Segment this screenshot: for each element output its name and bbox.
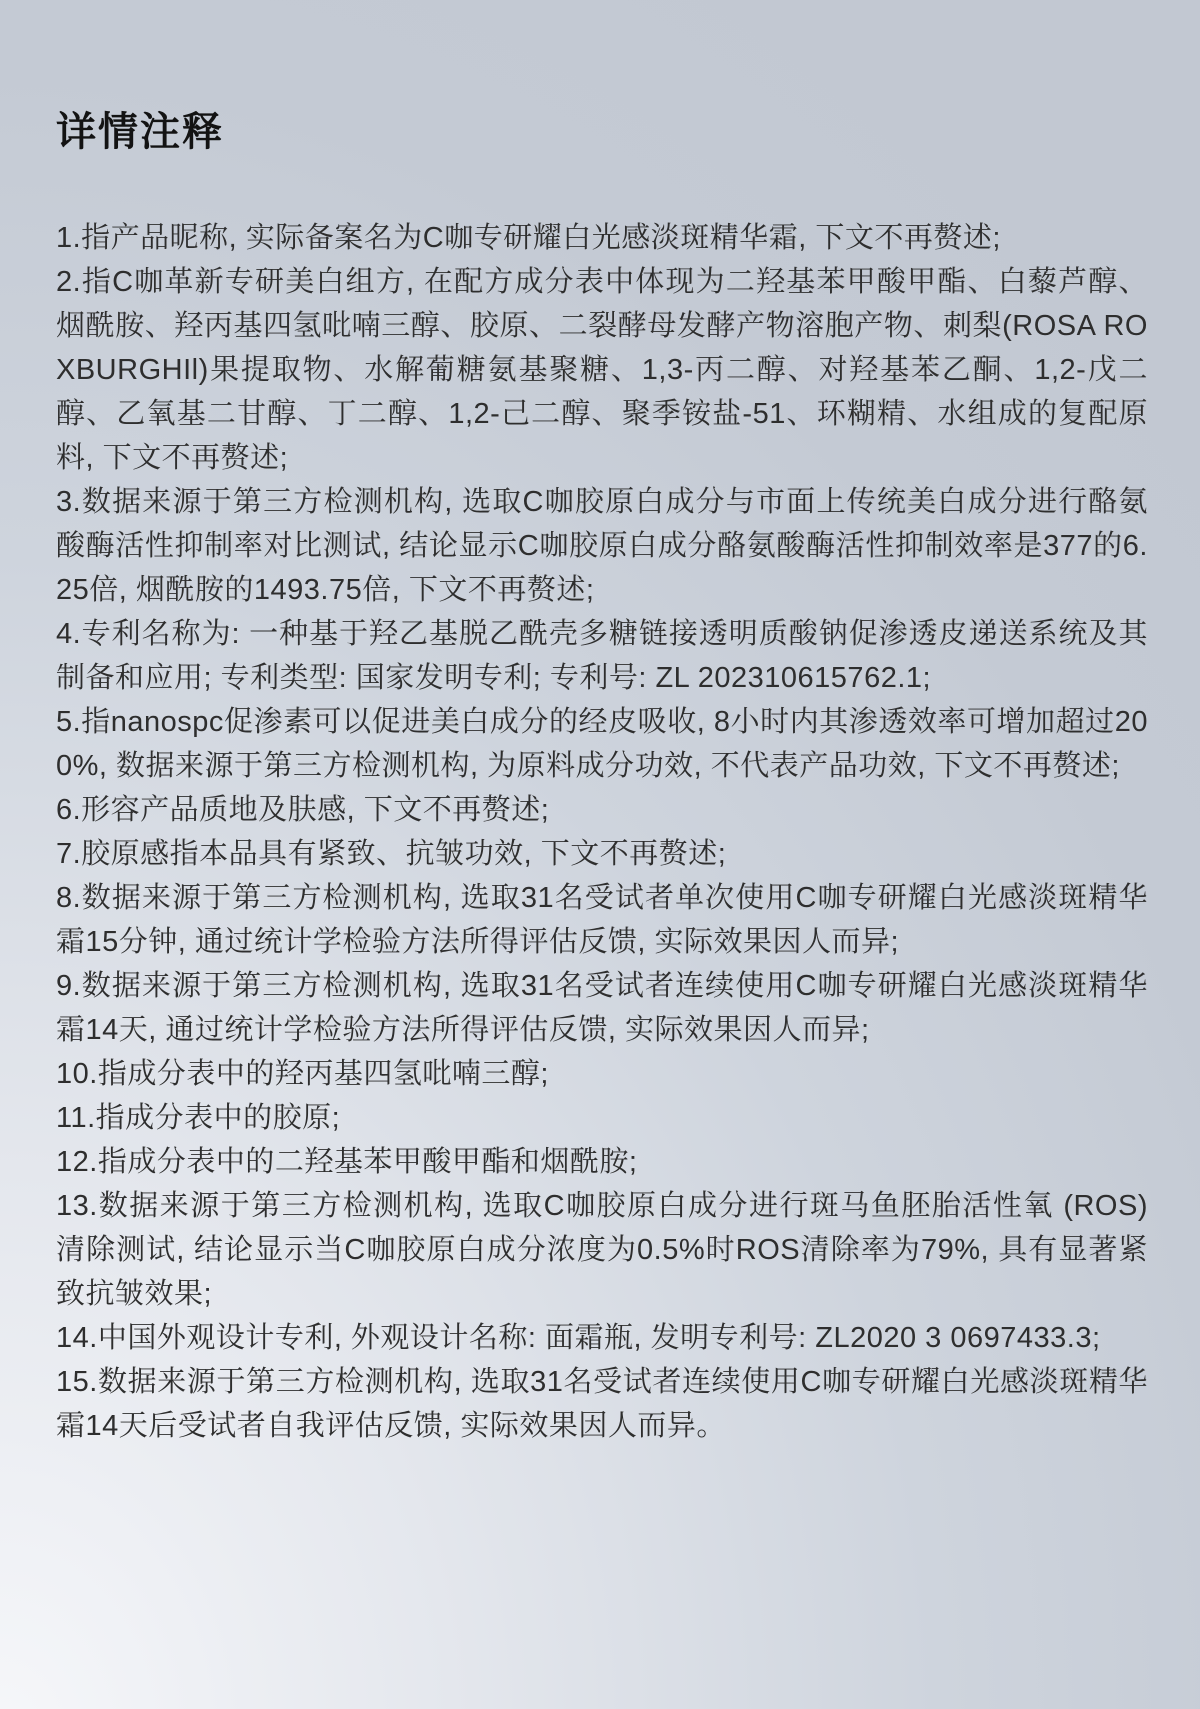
note-item-13: 13.数据来源于第三方检测机构, 选取C咖胶原白成分进行斑马鱼胚胎活性氧 (ROS) 清除测试, 结论显示当C咖胶原白成分浓度为0.5%时ROS清除率为79%, 具有显著紧致抗皱效果; — [56, 1190, 1148, 1310]
notes-list — [56, 216, 1148, 1448]
note-item-1: 1.指产品昵称, 实际备案名为C咖专研耀白光感淡斑精华霜, 下文不再赘述; — [56, 222, 1001, 254]
note-item-6: 6.形容产品质地及肤感, 下文不再赘述; — [56, 794, 550, 826]
note-item-9: 9.数据来源于第三方检测机构, 选取31名受试者连续使用C咖专研耀白光感淡斑精华霜14天, 通过统计学检验方法所得评估反馈, 实际效果因人而异; — [56, 970, 1148, 1046]
note-item-8: 8.数据来源于第三方检测机构, 选取31名受试者单次使用C咖专研耀白光感淡斑精华霜15分钟, 通过统计学检验方法所得评估反馈, 实际效果因人而异; — [56, 882, 1148, 958]
note-item-12: 12.指成分表中的二羟基苯甲酸甲酯和烟酰胺; — [56, 1146, 638, 1178]
note-item-5: 5.指nanospc促渗素可以促进美白成分的经皮吸收, 8小时内其渗透效率可增加超过200%, 数据来源于第三方检测机构, 为原料成分功效, 不代表产品功效, 下文不再赘述; — [56, 706, 1148, 782]
note-item-7: 7.胶原感指本品具有紧致、抗皱功效, 下文不再赘述; — [56, 838, 727, 870]
note-item-11: 11.指成分表中的胶原; — [56, 1102, 341, 1134]
note-item-3: 3.数据来源于第三方检测机构, 选取C咖胶原白成分与市面上传统美白成分进行酪氨酸酶活性抑制率对比测试, 结论显示C咖胶原白成分酪氨酸酶活性抑制效率是377的6.25倍, 烟酰胺的1493.75倍, 下文不再赘述; — [56, 486, 1148, 606]
note-item-14: 14.中国外观设计专利, 外观设计名称: 面霜瓶, 发明专利号: ZL2020 3 0697433.3; — [56, 1322, 1101, 1354]
note-item-4: 4.专利名称为: 一种基于羟乙基脱乙酰壳多糖链接透明质酸钠促渗透皮递送系统及其制备和应用; 专利类型: 国家发明专利; 专利号: ZL 202310615762.1; — [56, 618, 1148, 694]
note-item-10: 10.指成分表中的羟丙基四氢吡喃三醇; — [56, 1058, 549, 1090]
note-item-2: 2.指C咖革新专研美白组方, 在配方成分表中体现为二羟基苯甲酸甲酯、白藜芦醇、烟酰胺、羟丙基四氢吡喃三醇、胶原、二裂酵母发酵产物溶胞产物、刺梨(ROSA ROXBURGHIl)果提取物、水解葡糖氨基聚糖、1,3-丙二醇、对羟基苯乙酮、1,2-戊二醇、乙氧基二甘醇、丁二醇、1,2-己二醇、聚季铵盐-51、环糊精、水组成的复配原料, 下文不再赘述; — [56, 266, 1148, 474]
note-item-15: 15.数据来源于第三方检测机构, 选取31名受试者连续使用C咖专研耀白光感淡斑精华霜14天后受试者自我评估反馈, 实际效果因人而异。 — [56, 1366, 1148, 1442]
page-title: 详情注释 — [56, 110, 224, 154]
